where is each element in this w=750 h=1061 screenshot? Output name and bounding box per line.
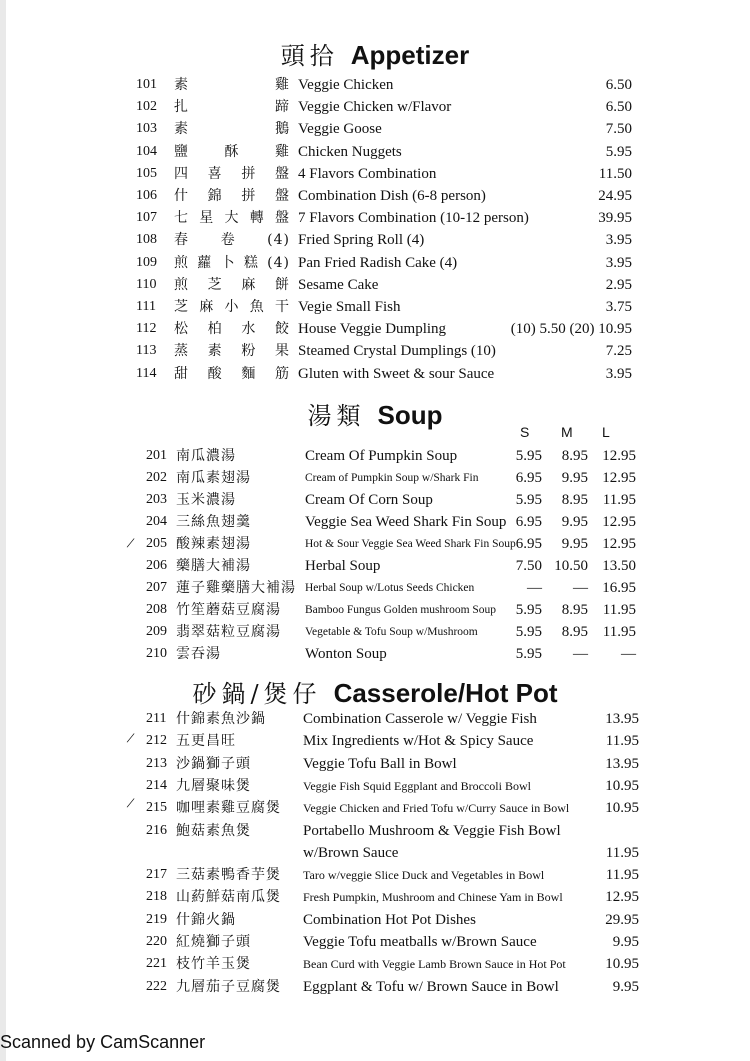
item-name-en: Veggie Chicken w/Flavor bbox=[298, 99, 452, 116]
item-price: 11.95 bbox=[605, 844, 639, 861]
item-number: 101 bbox=[136, 77, 157, 92]
menu-item bbox=[0, 886, 750, 908]
item-name-en: Pan Fried Radish Cake (4) bbox=[298, 254, 458, 271]
menu-item bbox=[0, 318, 750, 340]
item-price: 29.95 bbox=[605, 911, 639, 928]
menu-item bbox=[0, 252, 750, 274]
menu-item bbox=[0, 621, 750, 643]
price-small: 5.95 bbox=[515, 602, 542, 618]
item-price: 10.95 bbox=[605, 956, 639, 973]
item-name-cn: 素雞 bbox=[174, 77, 290, 93]
scanner-watermark: Scanned by CamScanner bbox=[0, 1032, 206, 1052]
item-number: 221 bbox=[146, 956, 167, 972]
menu-item bbox=[0, 445, 750, 467]
price-large: 12.95 bbox=[602, 448, 636, 464]
menu-item bbox=[0, 976, 750, 998]
item-number: 114 bbox=[136, 365, 157, 381]
menu-item bbox=[0, 207, 750, 229]
price-small: 7.50 bbox=[515, 558, 542, 574]
appetizer-title-cn: 頭拾 bbox=[280, 42, 339, 70]
menu-item bbox=[0, 118, 750, 140]
item-name-en: Veggie Tofu Ball in Bowl bbox=[303, 755, 457, 772]
item-price: 10.95 bbox=[605, 777, 639, 794]
price-small: 5.95 bbox=[515, 646, 542, 662]
item-number: 105 bbox=[136, 165, 157, 181]
menu-item bbox=[0, 229, 750, 251]
item-name-en: Gluten with Sweet & sour Sauce bbox=[298, 365, 495, 382]
price-small: — bbox=[527, 580, 542, 596]
price-large: 12.95 bbox=[602, 470, 636, 486]
item-name-en: Cream Of Pumpkin Soup bbox=[305, 448, 458, 464]
item-name-en: Veggie Chicken and Fried Tofu w/Curry Sauce in Bowl bbox=[303, 801, 570, 816]
price-large: 13.50 bbox=[602, 558, 636, 574]
menu-item bbox=[0, 511, 750, 533]
item-number: 210 bbox=[146, 646, 167, 661]
price-large: — bbox=[621, 646, 636, 662]
price-large: 12.95 bbox=[602, 514, 636, 530]
item-name-en: Combination Casserole w/ Veggie Fish bbox=[303, 711, 537, 727]
item-name-cn: 南瓜濃湯 bbox=[176, 448, 236, 464]
pen-mark: / bbox=[125, 534, 136, 553]
item-price: 6.50 bbox=[605, 77, 632, 93]
item-number: 107 bbox=[136, 210, 157, 226]
price-medium: — bbox=[573, 646, 588, 662]
size-label-s: S bbox=[520, 424, 530, 440]
item-name-cn: 山葯鮮菇南瓜煲 bbox=[176, 889, 281, 906]
menu-item bbox=[0, 163, 750, 185]
item-number: 207 bbox=[146, 580, 167, 595]
menu-item bbox=[0, 864, 750, 886]
item-number: 113 bbox=[136, 343, 157, 359]
item-name-en: Portabello Mushroom & Veggie Fish Bowl bbox=[303, 822, 561, 839]
item-price: 3.95 bbox=[605, 232, 632, 249]
item-name-cn: 酸辣素翅湯 bbox=[176, 536, 251, 552]
item-name-en: Combination Hot Pot Dishes bbox=[303, 911, 476, 928]
item-number: 201 bbox=[146, 448, 167, 463]
item-name-cn: 枝竹羊玉煲 bbox=[176, 956, 251, 973]
item-name-en: Vegie Small Fish bbox=[298, 299, 401, 315]
item-price: 6.50 bbox=[605, 99, 632, 116]
menu-item bbox=[0, 953, 750, 975]
item-name-cn: 四喜拼盤 bbox=[174, 165, 290, 182]
soup-size-header bbox=[0, 424, 750, 444]
item-name-en: Sesame Cake bbox=[298, 276, 379, 293]
price-small: 5.95 bbox=[515, 624, 542, 640]
item-name-cn: 蒸素粉果 bbox=[174, 343, 290, 360]
menu-item bbox=[0, 931, 750, 953]
item-name-en: w/Brown Sauce bbox=[303, 844, 399, 861]
item-name-en: Taro w/veggie Slice Duck and Vegetables in Bowl bbox=[303, 868, 545, 883]
item-name-en: Wonton Soup bbox=[305, 646, 387, 662]
item-name-cn: 素鵝 bbox=[174, 121, 290, 138]
menu-item bbox=[0, 141, 750, 163]
item-name-en: Veggie Sea Weed Shark Fin Soup bbox=[305, 514, 507, 530]
item-name-en: Fried Spring Roll (4) bbox=[298, 232, 425, 249]
item-number: 110 bbox=[136, 276, 157, 292]
price-medium: 8.95 bbox=[561, 624, 588, 640]
item-price: 9.95 bbox=[612, 978, 639, 995]
item-name-en: Chicken Nuggets bbox=[298, 143, 402, 160]
menu-item bbox=[0, 842, 750, 864]
casserole-title-en: Casserole/Hot Pot bbox=[333, 678, 558, 708]
item-name-en: Veggie Chicken bbox=[298, 77, 394, 93]
menu-item bbox=[0, 909, 750, 931]
item-name-cn: 翡翠菇粒豆腐湯 bbox=[176, 624, 281, 640]
item-name-cn: 玉米濃湯 bbox=[176, 492, 236, 508]
price-large: 11.95 bbox=[602, 602, 636, 618]
price-medium: 9.95 bbox=[561, 536, 588, 552]
item-number: 212 bbox=[146, 733, 167, 749]
price-large: 16.95 bbox=[602, 580, 636, 596]
menu-item bbox=[0, 730, 750, 752]
soup-title-cn: 湯類 bbox=[307, 402, 366, 430]
item-name-en: Vegetable & Tofu Soup w/Mushroom bbox=[305, 626, 478, 638]
item-number: 219 bbox=[146, 911, 167, 927]
item-name-cn: 南瓜素翅湯 bbox=[176, 470, 251, 486]
item-price: 13.95 bbox=[605, 711, 639, 727]
item-number: 111 bbox=[136, 299, 156, 314]
item-number: 103 bbox=[136, 121, 157, 137]
item-number: 215 bbox=[146, 800, 167, 816]
item-name-en: 4 Flavors Combination bbox=[298, 165, 437, 182]
item-name-en: Herbal Soup bbox=[305, 558, 381, 574]
item-name-en: Cream Of Corn Soup bbox=[305, 492, 433, 508]
item-number: 211 bbox=[146, 711, 167, 726]
item-name-en: 7 Flavors Combination (10-12 person) bbox=[298, 210, 529, 227]
soup-title-en: Soup bbox=[377, 400, 443, 430]
item-price: 10.95 bbox=[605, 800, 639, 817]
menu-item bbox=[0, 599, 750, 621]
menu-item bbox=[0, 340, 750, 362]
item-price: 3.75 bbox=[605, 299, 632, 315]
item-name-cn: 竹笙蘑菇豆腐湯 bbox=[176, 602, 281, 618]
item-name-cn: 煎芝麻餅 bbox=[174, 276, 290, 293]
item-name-cn: 什錦拼盤 bbox=[174, 188, 290, 204]
item-name-en: Combination Dish (6-8 person) bbox=[298, 188, 486, 204]
item-number: 203 bbox=[146, 492, 167, 507]
item-price: 24.95 bbox=[598, 188, 632, 204]
item-name-en: Hot & Sour Veggie Sea Weed Shark Fin Soup bbox=[305, 538, 516, 550]
item-number: 112 bbox=[136, 321, 157, 337]
item-name-en: Veggie Goose bbox=[298, 121, 382, 138]
item-name-cn: 三絲魚翅羹 bbox=[176, 514, 251, 530]
casserole-title-cn: 砂鍋/煲仔 bbox=[192, 680, 322, 708]
price-small: 6.95 bbox=[515, 514, 542, 530]
item-name-en: Mix Ingredients w/Hot & Spicy Sauce bbox=[303, 733, 534, 750]
item-name-cn: 紅燒獅子頭 bbox=[176, 934, 251, 950]
item-name-cn: 九層茄子豆腐煲 bbox=[176, 978, 281, 995]
price-large: 12.95 bbox=[602, 536, 636, 552]
item-name-cn: 咖哩素雞豆腐煲 bbox=[176, 800, 281, 817]
item-name-cn: 七星大轉盤 bbox=[174, 210, 290, 227]
price-medium: 8.95 bbox=[561, 602, 588, 618]
item-name-cn: 芝麻小魚干 bbox=[174, 299, 290, 315]
item-name-cn: 三菇素鴨香芋煲 bbox=[176, 867, 281, 884]
item-name-cn: 藥膳大補湯 bbox=[176, 558, 251, 574]
menu-item bbox=[0, 577, 750, 599]
item-price: 39.95 bbox=[598, 210, 632, 227]
item-name-en: Bamboo Fungus Golden mushroom Soup bbox=[305, 604, 497, 616]
item-number: 206 bbox=[146, 558, 167, 573]
item-name-en: Fresh Pumpkin, Mushroom and Chinese Yam in Bowl bbox=[303, 890, 563, 905]
item-name-en: Eggplant & Tofu w/ Brown Sauce in Bowl bbox=[303, 978, 559, 995]
item-name-en: Steamed Crystal Dumplings (10) bbox=[298, 343, 496, 360]
item-name-cn: 鹽酥雞 bbox=[174, 143, 290, 160]
menu-item bbox=[0, 74, 750, 96]
menu-item bbox=[0, 296, 750, 318]
item-name-cn: 九層聚味煲 bbox=[176, 777, 251, 794]
menu-item bbox=[0, 643, 750, 665]
item-number: 204 bbox=[146, 514, 167, 529]
menu-item bbox=[0, 467, 750, 489]
menu-item bbox=[0, 185, 750, 207]
item-price: 3.95 bbox=[605, 254, 632, 271]
price-large: 11.95 bbox=[602, 492, 636, 508]
item-number: 214 bbox=[146, 777, 167, 793]
item-price: 7.50 bbox=[605, 121, 632, 138]
menu-item bbox=[0, 274, 750, 296]
price-small: 5.95 bbox=[515, 492, 542, 508]
item-name-en: House Veggie Dumpling bbox=[298, 321, 447, 338]
price-large: 11.95 bbox=[602, 624, 636, 640]
price-small: 6.95 bbox=[515, 536, 542, 552]
item-name-cn: 沙鍋獅子頭 bbox=[176, 755, 251, 772]
item-number: 216 bbox=[146, 822, 167, 838]
item-price: 5.95 bbox=[605, 143, 632, 160]
item-name-cn: 煎蘿卜糕(4) bbox=[174, 254, 290, 271]
item-price: 9.95 bbox=[612, 934, 639, 950]
item-number: 218 bbox=[146, 889, 167, 905]
menu-item bbox=[0, 489, 750, 511]
price-medium: 8.95 bbox=[561, 492, 588, 508]
price-medium: 9.95 bbox=[561, 470, 588, 486]
item-number: 217 bbox=[146, 867, 167, 883]
item-price: 12.95 bbox=[605, 889, 639, 906]
item-name-cn: 春卷(4) bbox=[174, 232, 290, 249]
item-name-cn: 什錦素魚沙鍋 bbox=[176, 711, 266, 727]
item-name-cn: 蓮子雞藥膳大補湯 bbox=[176, 580, 296, 596]
item-name-cn: 甜酸麵筋 bbox=[174, 365, 290, 382]
item-name-en: Bean Curd with Veggie Lamb Brown Sauce in Hot Pot bbox=[303, 957, 566, 972]
item-name-cn: 鮑菇素魚煲 bbox=[176, 822, 251, 839]
menu-item bbox=[0, 794, 750, 819]
item-price: 11.50 bbox=[598, 165, 632, 182]
item-number: 222 bbox=[146, 978, 167, 994]
menu-item bbox=[0, 753, 750, 775]
item-number: 220 bbox=[146, 934, 167, 949]
price-medium: 8.95 bbox=[561, 448, 588, 464]
appetizer-header bbox=[0, 36, 750, 71]
size-label-l: L bbox=[602, 424, 610, 440]
item-name-en: Herbal Soup w/Lotus Seeds Chicken bbox=[305, 582, 475, 594]
menu-item bbox=[0, 708, 750, 730]
item-number: 102 bbox=[136, 99, 157, 115]
item-price: (10) 5.50 (20) 10.95 bbox=[510, 321, 632, 338]
item-name-en: Veggie Fish Squid Eggplant and Broccoli Bowl bbox=[303, 778, 531, 793]
item-number: 213 bbox=[146, 755, 167, 771]
item-price: 13.95 bbox=[605, 755, 639, 772]
menu-item bbox=[0, 96, 750, 118]
item-number: 208 bbox=[146, 602, 167, 617]
menu-item bbox=[0, 363, 750, 385]
pen-mark: / bbox=[125, 794, 136, 813]
item-name-cn: 扎蹄 bbox=[174, 99, 290, 116]
price-medium: 9.95 bbox=[561, 514, 588, 530]
appetizer-title-en: Appetizer bbox=[350, 40, 470, 70]
item-price: 2.95 bbox=[605, 276, 632, 293]
price-medium: 10.50 bbox=[554, 558, 588, 574]
item-name-en: Veggie Tofu meatballs w/Brown Sauce bbox=[303, 934, 537, 950]
price-small: 6.95 bbox=[515, 470, 542, 486]
casserole-header bbox=[0, 674, 750, 709]
pen-mark: / bbox=[125, 729, 136, 748]
menu-item bbox=[0, 820, 750, 842]
item-number: 205 bbox=[146, 536, 167, 551]
item-name-cn: 五更昌旺 bbox=[176, 733, 236, 750]
item-price: 3.95 bbox=[605, 365, 632, 382]
item-name-cn: 什錦火鍋 bbox=[176, 911, 236, 928]
item-price: 11.95 bbox=[605, 867, 639, 884]
item-name-cn: 雲吞湯 bbox=[176, 646, 221, 662]
item-number: 106 bbox=[136, 188, 157, 203]
menu-item bbox=[0, 555, 750, 577]
item-name-en: Cream of Pumpkin Soup w/Shark Fin bbox=[305, 472, 479, 484]
item-price: 11.95 bbox=[605, 733, 639, 750]
price-medium: — bbox=[573, 580, 588, 596]
item-number: 104 bbox=[136, 143, 157, 159]
item-number: 209 bbox=[146, 624, 167, 639]
item-number: 109 bbox=[136, 254, 157, 270]
menu-item bbox=[0, 775, 750, 797]
item-price: 7.25 bbox=[605, 343, 632, 360]
menu-item bbox=[0, 533, 750, 555]
size-label-m: M bbox=[561, 424, 573, 440]
price-small: 5.95 bbox=[515, 448, 542, 464]
item-name-cn: 松柏水餃 bbox=[174, 321, 290, 338]
item-number: 108 bbox=[136, 232, 157, 248]
item-number: 202 bbox=[146, 470, 167, 485]
